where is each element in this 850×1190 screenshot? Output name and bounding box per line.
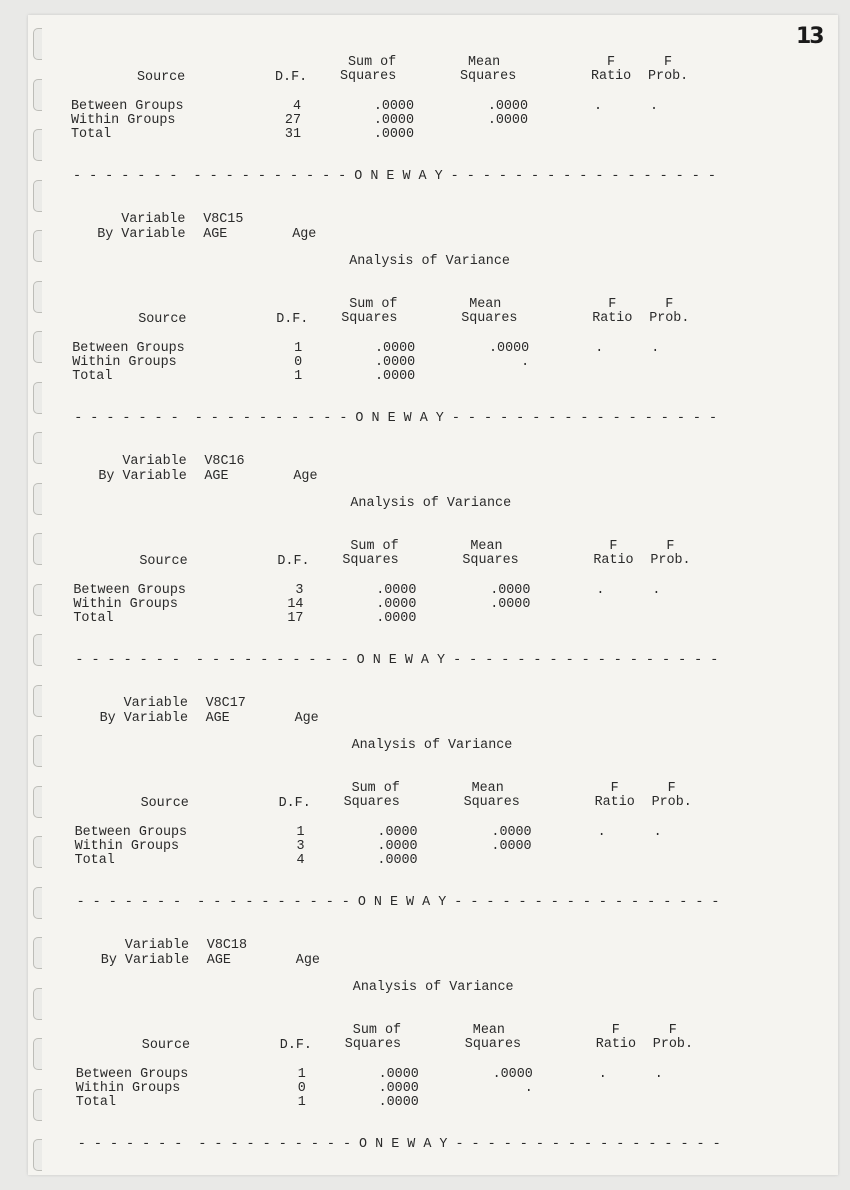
row-label: Within Groups	[74, 839, 180, 854]
header-f: F	[607, 55, 616, 70]
header-mean-squares: Squares	[463, 795, 520, 810]
df-value: 14	[287, 597, 304, 612]
by-variable-label: By Variable	[100, 953, 190, 968]
row-label: Between Groups	[71, 99, 184, 114]
sum-of-squares-value: .0000	[373, 99, 414, 114]
header-source: Source	[139, 554, 188, 569]
sum-of-squares-value: .0000	[373, 127, 414, 142]
header-mean: Mean	[469, 297, 502, 312]
row-label: Within Groups	[71, 113, 176, 128]
by-variable-name: AGE	[204, 469, 229, 484]
f-prob-value: .	[651, 341, 660, 356]
df-value: 27	[284, 113, 301, 128]
oneway-separator: - - - - - - - - - - - - - - - - - O N E W A Y - - - - - - - - - - - - - - - - -	[75, 653, 719, 668]
df-value: 0	[294, 355, 303, 370]
f-prob-value: .	[654, 1067, 663, 1082]
sum-of-squares-value: .0000	[375, 341, 416, 356]
sum-of-squares-value: .0000	[377, 839, 418, 854]
sum-of-squares-value: .0000	[378, 1095, 419, 1110]
binder-hole	[33, 1089, 42, 1121]
header-df: D.F.	[275, 70, 308, 85]
row-label: Within Groups	[75, 1081, 181, 1096]
binder-hole	[33, 28, 42, 60]
by-variable-name: AGE	[206, 953, 231, 968]
row-label: Between Groups	[73, 583, 186, 598]
header-source: Source	[140, 796, 189, 811]
sum-of-squares-value: .0000	[377, 853, 418, 868]
mean-squares-value: .0000	[491, 825, 532, 840]
binder-hole	[33, 382, 42, 414]
binder-hole	[33, 786, 42, 818]
variable-label: Variable	[121, 212, 186, 227]
header-ratio: Ratio	[594, 795, 635, 810]
header-mean-squares: Squares	[462, 553, 519, 568]
by-variable-desc: Age	[292, 227, 317, 242]
mean-squares-value: .0000	[487, 113, 528, 128]
binder-hole	[33, 735, 42, 767]
header-f: F	[611, 1023, 620, 1038]
f-ratio-value: .	[594, 99, 603, 114]
by-variable-name: AGE	[205, 711, 230, 726]
variable-name: V8C16	[204, 454, 245, 469]
header-f-prob-top: F	[666, 539, 675, 554]
header-f-prob-top: F	[664, 55, 673, 70]
header-source: Source	[141, 1038, 191, 1053]
header-squares: Squares	[342, 553, 399, 568]
header-prob: Prob.	[651, 795, 692, 810]
row-label: Total	[74, 853, 115, 868]
analysis-title: Analysis of Variance	[351, 738, 513, 753]
header-mean-squares: Squares	[461, 311, 518, 326]
sum-of-squares-value: .0000	[375, 355, 416, 370]
binder-hole	[33, 937, 42, 969]
binder-hole	[33, 685, 42, 717]
binder-hole	[33, 887, 42, 919]
sum-of-squares-value: .0000	[378, 1081, 419, 1096]
header-prob: Prob.	[648, 69, 689, 84]
header-f-prob-top: F	[665, 297, 674, 312]
header-mean-squares: Squares	[460, 69, 517, 84]
binder-hole	[33, 331, 42, 363]
row-label: Total	[75, 1095, 116, 1110]
variable-name: V8C17	[205, 696, 246, 711]
mean-squares-value: .0000	[491, 839, 532, 854]
binder-hole	[33, 988, 42, 1020]
df-value: 31	[284, 127, 301, 142]
variable-name: V8C15	[203, 212, 244, 227]
header-ratio: Ratio	[593, 553, 634, 568]
header-prob: Prob.	[652, 1037, 693, 1052]
header-f-prob-top: F	[668, 1023, 677, 1038]
f-ratio-value: .	[596, 583, 605, 598]
sum-of-squares-value: .0000	[377, 825, 418, 840]
binder-hole	[33, 79, 42, 111]
df-value: 3	[295, 583, 304, 598]
header-source: Source	[137, 70, 186, 85]
header-ratio: Ratio	[591, 69, 632, 84]
row-label: Between Groups	[74, 825, 188, 840]
row-label: Within Groups	[73, 597, 178, 612]
header-f: F	[610, 781, 619, 796]
header-source: Source	[138, 312, 187, 327]
header-sum-of: Sum of	[349, 297, 398, 312]
binder-hole	[33, 1139, 42, 1171]
by-variable-label: By Variable	[97, 227, 186, 242]
by-variable-desc: Age	[294, 711, 319, 726]
oneway-separator: - - - - - - - - - - - - - - - - - O N E W A Y - - - - - - - - - - - - - - - - -	[77, 1137, 721, 1152]
page-number: 13	[796, 24, 823, 49]
sum-of-squares-value: .0000	[376, 583, 417, 598]
header-f: F	[608, 297, 617, 312]
mean-squares-value: .0000	[489, 341, 530, 356]
header-squares: Squares	[344, 1037, 402, 1052]
header-ratio: Ratio	[592, 311, 633, 326]
analysis-title: Analysis of Variance	[349, 254, 510, 269]
df-value: 1	[297, 1067, 306, 1082]
by-variable-name: AGE	[203, 227, 228, 242]
header-sum-of: Sum of	[350, 539, 399, 554]
header-sum-of: Sum of	[352, 1023, 402, 1038]
header-ratio: Ratio	[595, 1037, 636, 1052]
header-mean: Mean	[472, 1023, 505, 1038]
sum-of-squares-value: .0000	[376, 597, 417, 612]
df-value: 3	[296, 839, 305, 854]
binder-hole	[33, 584, 42, 616]
row-label: Total	[73, 611, 114, 626]
df-value: 1	[294, 369, 303, 384]
header-squares: Squares	[343, 795, 400, 810]
row-label: Total	[71, 127, 112, 142]
by-variable-label: By Variable	[98, 469, 187, 484]
row-label: Within Groups	[72, 355, 177, 370]
sum-of-squares-value: .0000	[376, 611, 417, 626]
mean-squares-value: .0000	[490, 583, 531, 598]
sum-of-squares-value: .0000	[373, 113, 414, 128]
binder-hole	[33, 230, 42, 262]
variable-label: Variable	[122, 454, 187, 469]
mean-squares-value: .0000	[490, 597, 531, 612]
header-sum-of: Sum of	[351, 781, 400, 796]
binder-hole	[33, 180, 42, 212]
header-f: F	[609, 539, 618, 554]
sum-of-squares-value: .0000	[375, 369, 416, 384]
binder-hole	[33, 1038, 42, 1070]
header-prob: Prob.	[649, 311, 690, 326]
sum-of-squares-value: .0000	[378, 1067, 419, 1082]
variable-label: Variable	[124, 938, 190, 953]
binder-hole	[33, 281, 42, 313]
oneway-separator: - - - - - - - - - - - - - - - - - O N E W A Y - - - - - - - - - - - - - - - - -	[74, 411, 718, 426]
binder-hole	[33, 483, 42, 515]
variable-name: V8C18	[206, 938, 247, 953]
binder-hole	[33, 533, 42, 565]
header-f-prob-top: F	[667, 781, 676, 796]
header-squares: Squares	[341, 311, 398, 326]
f-ratio-value: .	[597, 825, 606, 840]
header-df: D.F.	[276, 312, 309, 327]
row-label: Between Groups	[75, 1067, 189, 1082]
df-value: 4	[296, 853, 305, 868]
binder-hole	[33, 836, 42, 868]
mean-squares-value: .0000	[487, 99, 528, 114]
df-value: 1	[297, 1095, 306, 1110]
header-df: D.F.	[279, 1038, 312, 1053]
header-df: D.F.	[277, 554, 310, 569]
binder-hole	[33, 432, 42, 464]
f-prob-value: .	[653, 825, 662, 840]
row-label: Total	[72, 369, 113, 384]
header-mean-squares: Squares	[464, 1037, 522, 1052]
by-variable-label: By Variable	[99, 711, 188, 726]
binder-hole	[33, 634, 42, 666]
row-label: Between Groups	[72, 341, 185, 356]
header-prob: Prob.	[650, 553, 691, 568]
f-ratio-value: .	[595, 341, 604, 356]
header-mean: Mean	[471, 781, 504, 796]
oneway-separator: - - - - - - - - - - - - - - - - - O N E W A Y - - - - - - - - - - - - - - - - -	[76, 895, 720, 910]
f-prob-value: .	[652, 583, 661, 598]
header-mean: Mean	[470, 539, 503, 554]
header-sum-of: Sum of	[348, 55, 397, 70]
df-value: 1	[294, 341, 303, 356]
df-value: 0	[297, 1081, 306, 1096]
by-variable-desc: Age	[293, 469, 318, 484]
header-squares: Squares	[340, 69, 397, 84]
analysis-title: Analysis of Variance	[352, 980, 514, 995]
header-df: D.F.	[278, 796, 311, 811]
f-ratio-value: .	[598, 1067, 607, 1082]
variable-label: Variable	[123, 696, 188, 711]
df-value: 4	[292, 99, 301, 114]
df-value: 17	[287, 611, 304, 626]
f-prob-value: .	[650, 99, 659, 114]
binder-hole	[33, 129, 42, 161]
mean-squares-value: .	[521, 355, 530, 370]
by-variable-desc: Age	[295, 953, 320, 968]
df-value: 1	[296, 825, 305, 840]
oneway-separator: - - - - - - - - - - - - - - - - - O N E W A Y - - - - - - - - - - - - - - - - -	[73, 169, 716, 184]
header-mean: Mean	[468, 55, 501, 70]
mean-squares-value: .0000	[492, 1067, 533, 1082]
mean-squares-value: .	[524, 1081, 533, 1096]
analysis-title: Analysis of Variance	[350, 496, 512, 511]
